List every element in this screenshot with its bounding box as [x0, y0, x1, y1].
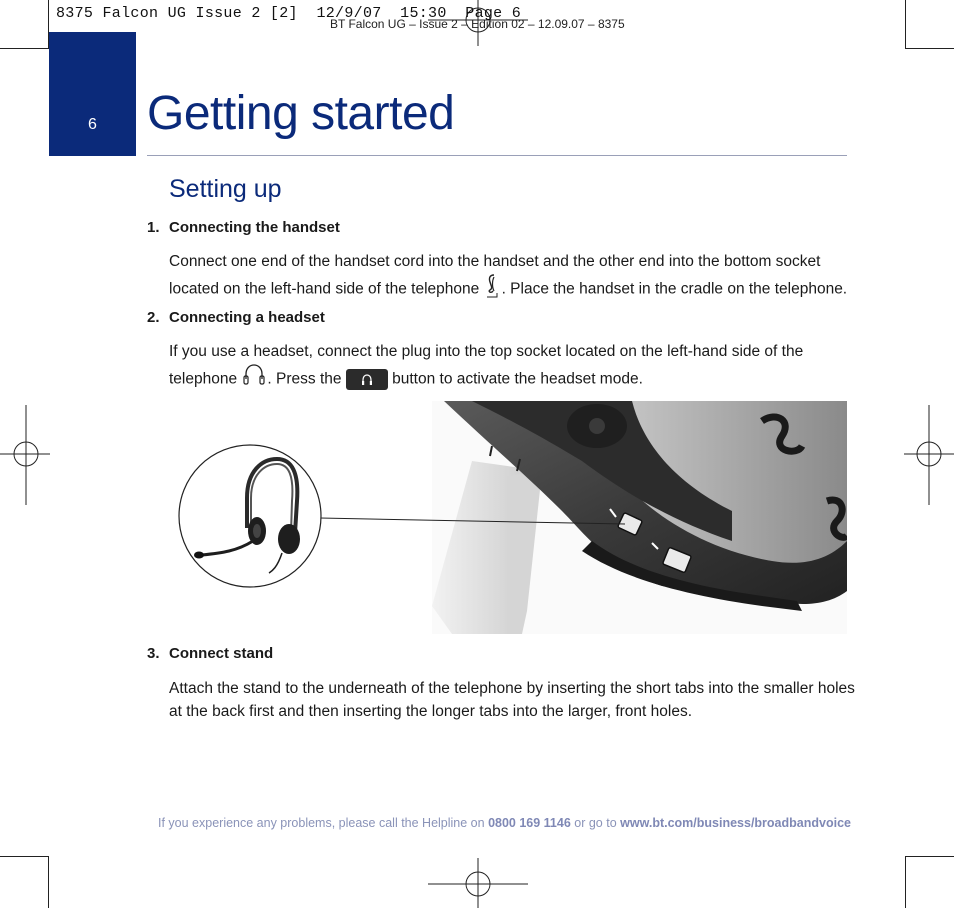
crop-mark: [905, 856, 954, 857]
handset-socket-icon: [484, 273, 502, 306]
headset-illustration: [177, 443, 323, 589]
crop-mark: [0, 856, 49, 857]
step-text-part: . Place the handset in the cradle on the telephone.: [501, 280, 848, 298]
step-text-part: . Press the: [267, 370, 342, 388]
step-title: Connecting a headset: [169, 309, 325, 326]
footer-middle: or go to: [570, 816, 621, 830]
step-text: [169, 250, 859, 306]
step-number: 1.: [147, 219, 160, 236]
page-title: Getting started: [147, 87, 455, 140]
step-title: Connecting the handset: [169, 219, 340, 236]
crop-mark: [905, 48, 954, 49]
headset-button-icon: [346, 369, 388, 390]
section-heading: Setting up: [169, 175, 282, 203]
crop-mark: [48, 857, 49, 908]
headset-socket-icon: [241, 363, 267, 396]
helpline-phone: 0800 169 1146: [488, 816, 571, 830]
registration-mark-icon: [0, 405, 50, 505]
step-text-part: Connect one end of the handset cord into the handset and the other end into the bottom socket located on the left-hand side of the telephone: [169, 253, 821, 298]
step-number: 2.: [147, 309, 160, 326]
helpline-url[interactable]: www.bt.com/business/broadbandvoice: [620, 816, 851, 830]
page-number: 6: [88, 116, 97, 133]
step-text-part: If you use a headset, connect the plug into the top socket located on the left-hand side of the telephone: [169, 343, 804, 388]
title-divider: [147, 155, 847, 156]
print-slug: 8375 Falcon UG Issue 2 [2] 12/9/07 15:30 Page 6: [56, 5, 522, 22]
footer-prefix: If you experience any problems, please call the Helpline on: [158, 816, 489, 830]
crop-mark: [905, 0, 906, 48]
registration-mark-icon: [428, 858, 528, 908]
registration-mark-icon: [904, 405, 954, 505]
print-slug-sub: BT Falcon UG – Issue 2 – Edition 02 – 12.09.07 – 8375: [330, 17, 625, 31]
step-number: 3.: [147, 645, 160, 662]
step-title: Connect stand: [169, 645, 274, 662]
step-text-part: button to activate the headset mode.: [392, 370, 643, 388]
crop-mark: [0, 48, 49, 49]
crop-mark: [905, 857, 906, 908]
step-text: Attach the stand to the underneath of the telephone by inserting the short tabs into the smaller holes at the back first and then inserting the longer tabs into the larger, front holes.: [169, 680, 855, 720]
helpline-footer: [158, 816, 851, 830]
step-text: [169, 340, 859, 396]
page-tab: [49, 32, 136, 156]
pointer-line: [320, 510, 630, 530]
